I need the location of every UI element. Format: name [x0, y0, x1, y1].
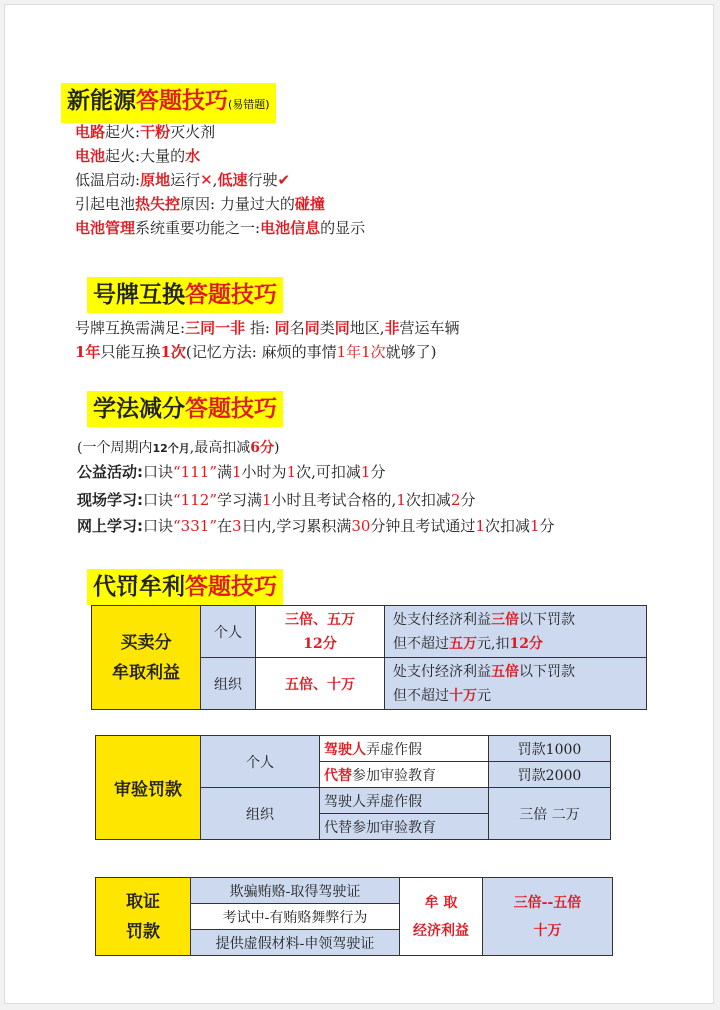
text: )	[273, 440, 280, 456]
text: 电池管理	[75, 219, 136, 237]
text: 30	[351, 517, 371, 535]
text: 以下罚款	[519, 611, 575, 628]
text: 运行	[170, 171, 201, 189]
text: ,最高扣减	[189, 440, 251, 456]
text: 五万	[449, 635, 477, 652]
text: 次扣减	[405, 491, 451, 509]
text: 同	[304, 319, 320, 337]
title-highlight: 答题技巧	[185, 282, 277, 308]
text: 同	[274, 319, 290, 337]
title-text: 号牌互换	[93, 282, 185, 308]
text: 次扣减	[484, 517, 530, 535]
text: 碰撞	[294, 195, 325, 213]
text: 学习满	[216, 491, 262, 509]
text: 三倍--五倍	[513, 894, 582, 911]
text: 1	[232, 463, 242, 481]
section-title-new-energy	[61, 83, 276, 123]
cell-who: 个人	[201, 736, 320, 788]
text: 三倍、五万	[285, 611, 355, 628]
text: 1年	[75, 343, 101, 361]
text: 只能互换	[100, 343, 161, 361]
text: 电池	[75, 147, 106, 165]
text: 但不超过	[393, 635, 449, 652]
text: 灭火剂	[170, 123, 216, 141]
text: 在	[216, 517, 232, 535]
cell-item: 考试中-有贿赂舞弊行为	[191, 904, 400, 930]
text: 的显示	[320, 219, 366, 237]
cell-desc	[385, 658, 647, 710]
text: 五倍	[491, 663, 519, 680]
cell-item	[320, 736, 489, 762]
text: 罚款	[126, 921, 160, 942]
section-title-study-deduction	[87, 391, 283, 427]
cell-who: 组织	[201, 788, 320, 840]
cell-item: 代替参加审验教育	[320, 814, 489, 840]
text: 1	[475, 517, 485, 535]
text: 就够了)	[385, 343, 437, 361]
s2-line-2	[75, 341, 437, 363]
cell-fine: 罚款2000	[489, 762, 611, 788]
text: 驾驶人	[324, 741, 366, 758]
text: 处支付经济利益	[393, 663, 491, 680]
text: 起火:大量的	[105, 147, 186, 165]
title-highlight: 答题技巧	[136, 88, 228, 114]
cell-penalty	[483, 878, 613, 956]
cell-who: 个人	[201, 606, 256, 658]
text: 1	[396, 491, 406, 509]
text: 分	[460, 491, 476, 509]
s2-line-1	[75, 317, 460, 339]
title-text: 代罚牟利	[93, 574, 185, 600]
text: 1	[360, 463, 371, 481]
text: 元,扣	[477, 635, 510, 652]
text: 1次	[160, 343, 186, 361]
text: 12个月	[152, 442, 190, 455]
text: 引起电池	[75, 195, 136, 213]
text: 但不超过	[393, 687, 449, 704]
cell-item: 提供虚假材料-申领驾驶证	[191, 930, 400, 956]
text: 三同一非	[185, 319, 246, 337]
text: 低温启动:	[75, 171, 141, 189]
text: 6分	[250, 440, 274, 456]
section-title-plate-swap	[87, 277, 283, 313]
text: 电路	[75, 123, 106, 141]
text: 小时且考试合格的,	[271, 491, 397, 509]
cell-penalty: 五倍、十万	[256, 658, 385, 710]
text: 小时为	[241, 463, 287, 481]
text: 地区,	[349, 319, 385, 337]
text: 12分	[303, 635, 337, 652]
text: ,	[212, 171, 218, 189]
text: 原因: 力量过大的	[180, 195, 295, 213]
text: 1年1次	[336, 343, 386, 361]
table-head	[92, 606, 201, 710]
table-review-fines	[95, 735, 611, 840]
title-text: 学法减分	[93, 396, 185, 422]
s3-line-1	[77, 461, 385, 483]
text: 元	[477, 687, 491, 704]
text: 3	[232, 517, 242, 535]
text: 牟 取	[424, 894, 458, 911]
text: 日内,学习累积满	[241, 517, 352, 535]
text: 买卖分	[120, 632, 172, 653]
s1-line-2	[75, 145, 200, 167]
text: 十万	[449, 687, 477, 704]
cross-icon: ✕	[200, 171, 213, 189]
s1-line-5	[75, 217, 365, 239]
text: 现场学习:	[77, 491, 143, 509]
title-highlight: 答题技巧	[185, 574, 277, 600]
text: 营运车辆	[399, 319, 460, 337]
text: 公益活动:	[77, 463, 143, 481]
cell-who: 组织	[201, 658, 256, 710]
text: 系统重要功能之一:	[135, 219, 261, 237]
table-head: 审验罚款	[96, 736, 201, 840]
title-highlight: 答题技巧	[185, 396, 277, 422]
text: 行驶	[247, 171, 278, 189]
document-page	[4, 4, 714, 1004]
table-license-fines	[95, 877, 613, 956]
text: 口诀	[143, 491, 174, 509]
text: 口诀	[143, 517, 174, 535]
text: 分	[539, 517, 555, 535]
title-text: 新能源	[67, 88, 136, 114]
text: (记忆方法: 麻烦的事情	[185, 343, 337, 361]
text: 干粉	[140, 123, 171, 141]
text: 满	[216, 463, 232, 481]
text: 电池信息	[260, 219, 321, 237]
s3-line-3	[77, 515, 555, 537]
text: 参加审验教育	[352, 767, 436, 784]
text: 弄虚作假	[366, 741, 422, 758]
text: 原地	[140, 171, 171, 189]
text: 网上学习:	[77, 517, 143, 535]
text: “112”	[173, 491, 217, 509]
cell-penalty	[256, 606, 385, 658]
text: “331”	[173, 517, 217, 535]
text: 水	[185, 147, 201, 165]
cell-fine: 罚款1000	[489, 736, 611, 762]
s1-line-1	[75, 121, 215, 143]
text: 名	[289, 319, 305, 337]
table-head	[96, 878, 191, 956]
cell-item: 驾驶人弄虚作假	[320, 788, 489, 814]
text: 起火:	[105, 123, 141, 141]
section-title-proxy-penalty	[87, 569, 283, 605]
text: 分	[370, 463, 386, 481]
text: 分钟且考试通过	[370, 517, 476, 535]
cell-mid	[400, 878, 483, 956]
check-icon: ✔	[277, 171, 291, 189]
text: 12分	[509, 635, 543, 652]
text: 指:	[245, 319, 275, 337]
cell-item: 欺骗贿赂-取得驾驶证	[191, 878, 400, 904]
text: 低速	[217, 171, 248, 189]
s3-note	[77, 437, 279, 460]
text: 次,可扣减	[296, 463, 361, 481]
text: 以下罚款	[519, 663, 575, 680]
text: 处支付经济利益	[393, 611, 491, 628]
text: “111”	[173, 463, 217, 481]
s1-line-4	[75, 193, 325, 215]
text: (一个周期内	[77, 440, 153, 456]
text: 同	[334, 319, 350, 337]
table-points-trading	[91, 605, 647, 710]
text: 2	[450, 491, 461, 509]
text: 口诀	[143, 463, 174, 481]
text: 三倍	[491, 611, 519, 628]
text: 热失控	[135, 195, 181, 213]
text: 1	[262, 491, 272, 509]
text: 牟取利益	[112, 662, 180, 683]
text: 1	[530, 517, 540, 535]
title-tag: (易错题)	[228, 98, 270, 111]
cell-fine: 三倍 二万	[489, 788, 611, 840]
text: 十万	[533, 922, 562, 939]
text: 取证	[126, 891, 160, 912]
text: 代替	[324, 767, 352, 784]
s3-line-2	[77, 489, 475, 511]
text: 号牌互换需满足:	[75, 319, 186, 337]
text: 非	[384, 319, 400, 337]
s1-line-3	[75, 169, 290, 191]
cell-item	[320, 762, 489, 788]
text: 类	[319, 319, 335, 337]
text: 经济利益	[413, 922, 469, 939]
cell-desc	[385, 606, 647, 658]
text: 1	[286, 463, 297, 481]
